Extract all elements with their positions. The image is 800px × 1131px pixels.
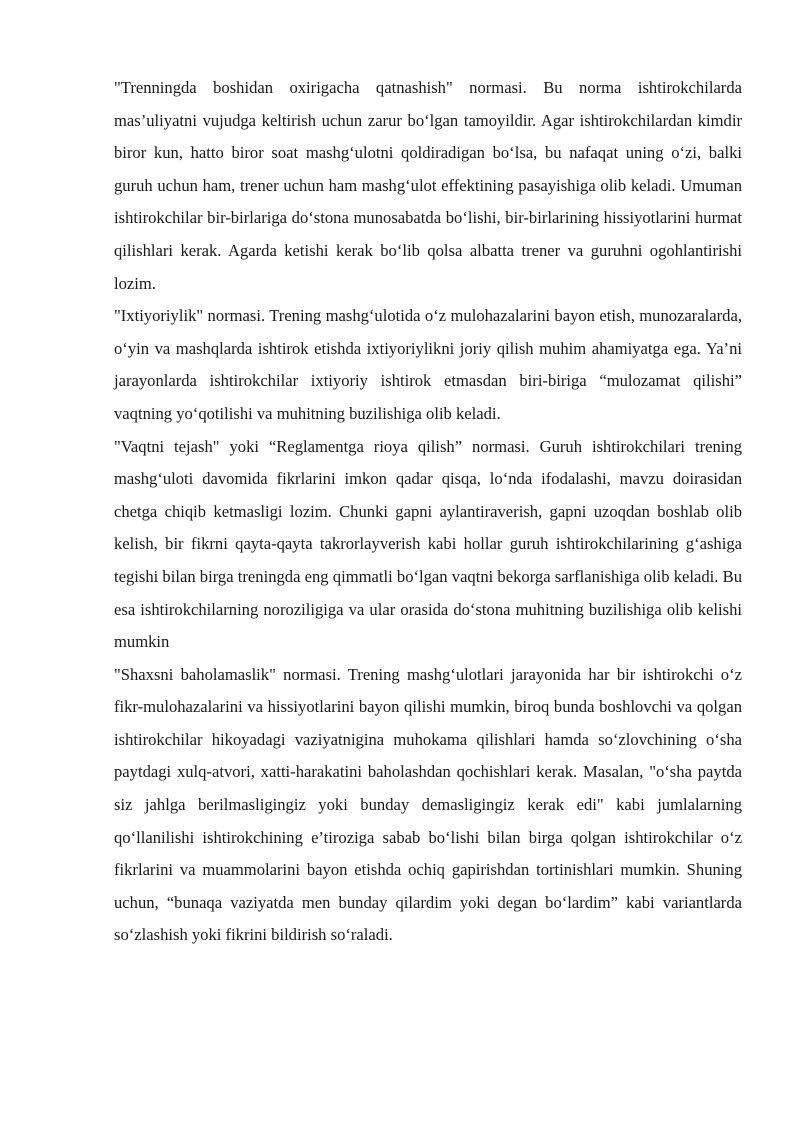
paragraph-voluntariness-norm: "Ixtiyoriylik" normasi. Trening mashg‘ulotida o‘z mulohazalarini bayon etish, munozaralarda, o‘yin va mashqlarda ishtirok etishda ixtiyoriylikni joriy qilish muhim ahamiyatga ega. Ya’ni jarayonlarda ishtirokchilar ixtiyoriy ishtirok etmasdan biri-biriga “mulozamat qilishi” vaqtning yo‘qotilishi va muhitning buzilishiga olib keladi.	[114, 306, 742, 423]
document-page	[114, 72, 742, 952]
paragraph-non-judgement-norm: "Shaxsni baholamaslik" normasi. Trening mashg‘ulotlari jarayonida har bir ishtirokchi o‘z fikr-mulohazalarini va hissiyotlarini bayon qilishi mumkin, biroq bunda boshlovchi va qolgan ishtirokchilar hikoyadagi vaziyatnigina muhokama qilishlari hamda so‘zlovchining o‘sha paytdagi xulq-atvori, xatti-harakatini baholashdan qochishlari kerak. Masalan, "o‘sha paytda siz jahlga berilmasligingiz yoki bunday demasligingiz kerak edi" kabi jumlalarning qo‘llanilishi ishtirokchining e’tiroziga sabab bo‘lishi bilan birga qolgan ishtirokchilar o‘z fikrlarini va muammolarini bayon etishda ochiq gapirishdan tortinishlari mumkin. Shuning uchun, “bunaqa vaziyatda men bunday qilardim yoki degan bo‘lardim” kabi variantlarda so‘zlashish yoki fikrini bildirish so‘raladi.	[114, 664, 742, 945]
paragraph-time-saving-norm: "Vaqtni tejash" yoki “Reglamentga rioya qilish” normasi. Guruh ishtirokchilari trening mashg‘uloti davomida fikrlarini imkon qadar qisqa, lo‘nda ifodalashi, mavzu doirasidan chetga chiqib ketmasligi lozim. Chunki gapni aylantiraverish, gapni uzoqdan boshlab olib kelish, bir fikrni qayta-qayta takrorlayverish kabi hollar guruh ishtirokchilarining g‘ashiga tegishi bilan birga treningda eng qimmatli bo‘lgan vaqtni bekorga sarflanishiga olib keladi. Bu esa ishtirokchilarning noroziligiga va ular orasida do‘stona muhitning buzilishiga olib kelishi mumkin	[114, 436, 742, 652]
paragraph-attendance-norm: "Trenningda boshidan oxirigacha qatnashish" normasi. Bu norma ishtirokchilarda mas’uliyatni vujudga keltirish uchun zarur bo‘lgan tamoyildir. Agar ishtirokchilardan kimdir biror kun, hatto biror soat mashg‘ulotni qoldiradigan bo‘lsa, bu nafaqat uning o‘zi, balki guruh uchun ham, trener uchun ham mashg‘ulot effektining pasayishiga olib keladi. Umuman ishtirokchilar bir-birlariga do‘stona munosabatda bo‘lishi, bir-birlarining hissiyotlarini hurmat qilishlari kerak. Agarda ketishi kerak bo‘lib qolsa albatta trener va guruhni ogohlantirishi lozim.	[114, 78, 742, 293]
